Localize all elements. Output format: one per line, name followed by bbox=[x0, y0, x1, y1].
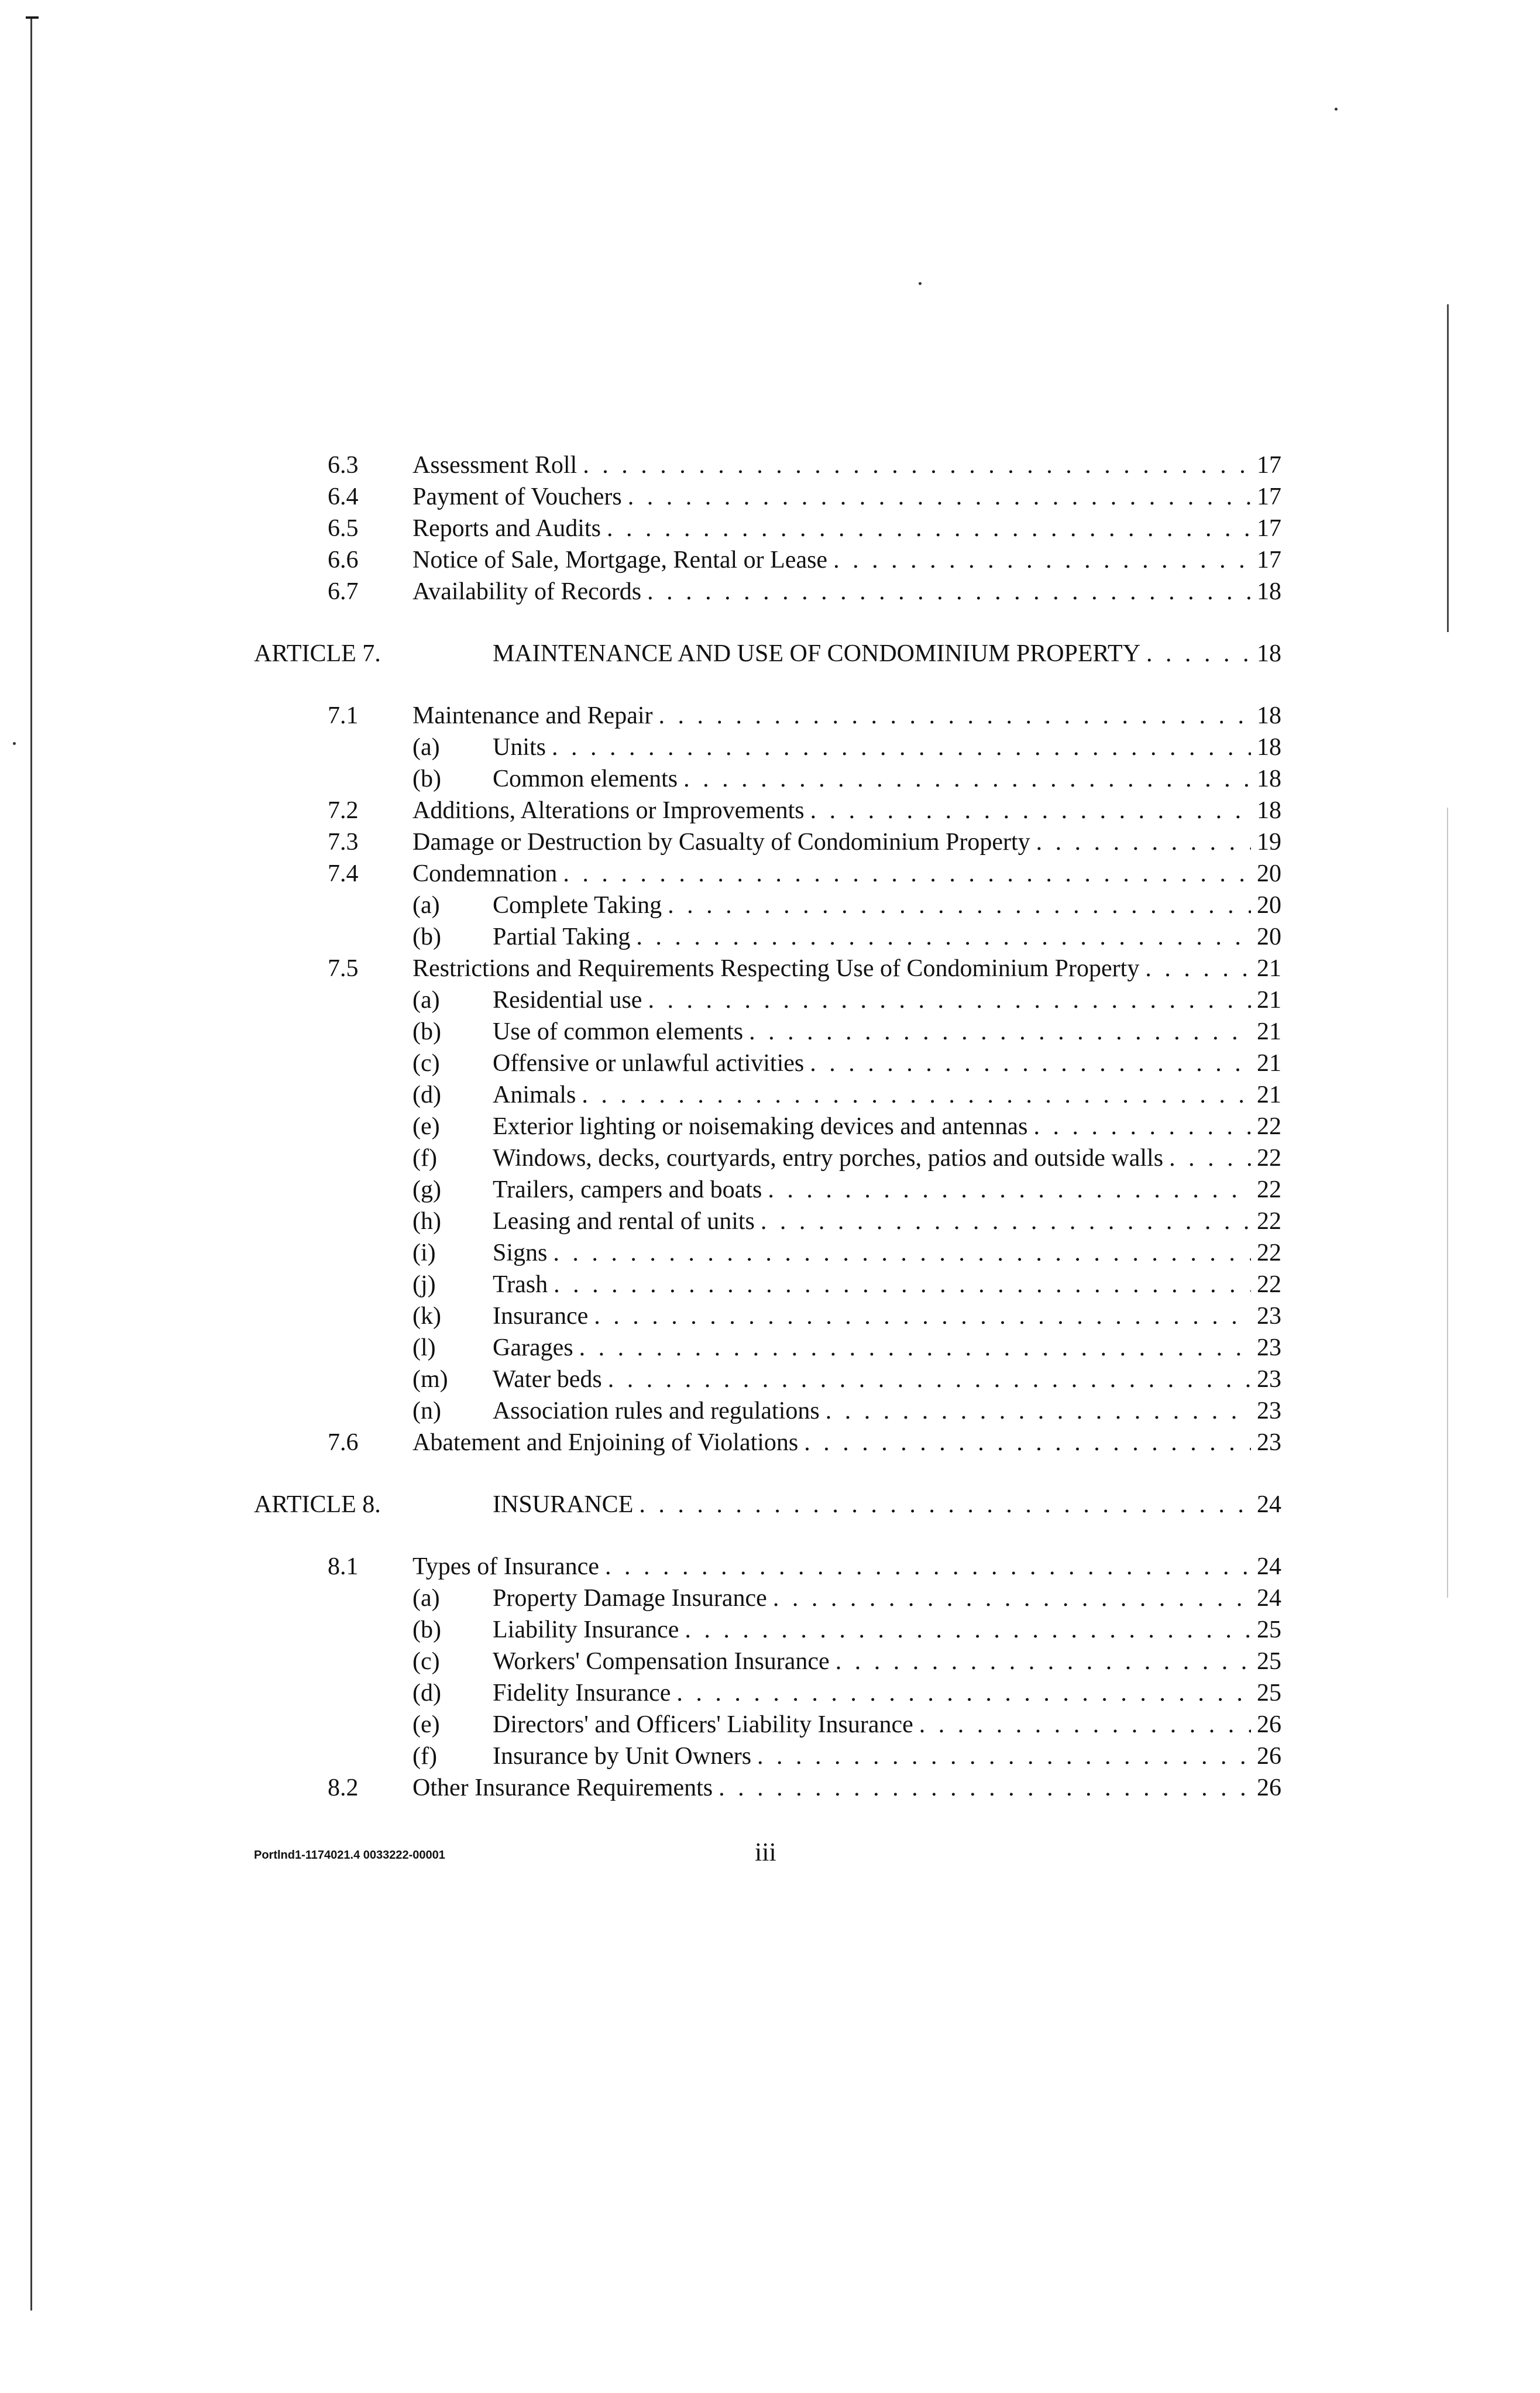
toc-page-number: 22 bbox=[1257, 1176, 1281, 1203]
dot-leader bbox=[683, 763, 1251, 795]
toc-entry-line bbox=[412, 953, 1281, 984]
subsection-letter: (f) bbox=[412, 1743, 437, 1770]
toc-entry-line bbox=[493, 890, 1281, 921]
toc-entry-section bbox=[0, 1772, 1540, 1804]
subsection-letter: (e) bbox=[412, 1711, 440, 1738]
toc-entry-sub bbox=[0, 1206, 1540, 1237]
dot-leader bbox=[583, 449, 1251, 481]
dot-leader bbox=[636, 921, 1251, 953]
toc-page-number: 24 bbox=[1257, 1491, 1281, 1518]
dot-leader bbox=[826, 1395, 1251, 1427]
toc-page-number: 22 bbox=[1257, 1145, 1281, 1172]
dot-leader bbox=[685, 1614, 1251, 1646]
scan-artifact-dot bbox=[1335, 108, 1338, 111]
dot-leader bbox=[768, 1174, 1251, 1206]
toc-entry-line bbox=[412, 513, 1281, 544]
toc-page-number: 18 bbox=[1257, 765, 1281, 792]
toc-page-number: 24 bbox=[1257, 1585, 1281, 1612]
toc-page-number: 17 bbox=[1257, 483, 1281, 510]
toc-entry-line bbox=[493, 1237, 1281, 1269]
toc-entry-sub bbox=[0, 921, 1540, 953]
toc-entry-line bbox=[493, 1174, 1281, 1206]
toc-entry-line bbox=[493, 1395, 1281, 1427]
dot-leader bbox=[563, 858, 1251, 890]
toc-entry-title: Garages bbox=[493, 1334, 573, 1361]
toc-entry-section bbox=[0, 576, 1540, 607]
toc-entry-article bbox=[0, 638, 1540, 670]
toc-entry-line bbox=[493, 1206, 1281, 1237]
toc-entry-line bbox=[412, 481, 1281, 513]
dot-leader bbox=[579, 1332, 1251, 1364]
toc-entry-sub bbox=[0, 1016, 1540, 1048]
section-number: 7.6 bbox=[328, 1429, 359, 1456]
section-number: 7.3 bbox=[328, 829, 359, 856]
toc-entry-title: Workers' Compensation Insurance bbox=[493, 1648, 830, 1675]
toc-page-number: 22 bbox=[1257, 1240, 1281, 1266]
toc-entry-title: Availability of Records bbox=[412, 578, 642, 605]
toc-entry-line bbox=[493, 1364, 1281, 1395]
toc-entry-section bbox=[0, 481, 1540, 513]
toc-entry-line bbox=[493, 1740, 1281, 1772]
section-number: 8.2 bbox=[328, 1774, 359, 1801]
toc-page-number: 18 bbox=[1257, 702, 1281, 729]
section-number: 6.3 bbox=[328, 452, 359, 479]
dot-leader bbox=[919, 1709, 1251, 1740]
toc-entry-sub bbox=[0, 1614, 1540, 1646]
toc-entry-line bbox=[412, 795, 1281, 826]
toc-entry-title: Trailers, campers and boats bbox=[493, 1176, 762, 1203]
toc-entry-title: Restrictions and Requirements Respecting Use of Condominium Property bbox=[412, 955, 1140, 982]
toc-entry-title: Insurance by Unit Owners bbox=[493, 1743, 752, 1770]
toc-entry-line bbox=[412, 1427, 1281, 1458]
toc-entry-title: Maintenance and Repair bbox=[412, 702, 653, 729]
toc-entry-title: Leasing and rental of units bbox=[493, 1208, 755, 1235]
toc-page-number: 22 bbox=[1257, 1208, 1281, 1235]
toc-entry-title: Notice of Sale, Mortgage, Rental or Lease bbox=[412, 547, 828, 574]
section-number: 6.5 bbox=[328, 515, 359, 542]
subsection-letter: (e) bbox=[412, 1113, 440, 1140]
toc-entry-line bbox=[412, 1772, 1281, 1804]
toc-entry-sub bbox=[0, 1237, 1540, 1269]
subsection-letter: (f) bbox=[412, 1145, 437, 1172]
subsection-letter: (c) bbox=[412, 1050, 440, 1077]
toc-page-number: 26 bbox=[1257, 1774, 1281, 1801]
toc-entry-line bbox=[412, 449, 1281, 481]
toc-entry-section bbox=[0, 1551, 1540, 1582]
toc-page-number: 22 bbox=[1257, 1271, 1281, 1298]
toc-page-number: 21 bbox=[1257, 1082, 1281, 1108]
toc-entry-section bbox=[0, 700, 1540, 732]
toc-entry-section bbox=[0, 858, 1540, 890]
dot-leader bbox=[757, 1740, 1251, 1772]
toc-entry-sub bbox=[0, 1269, 1540, 1300]
toc-entry-section bbox=[0, 795, 1540, 826]
dot-leader bbox=[608, 1364, 1251, 1395]
dot-leader bbox=[552, 732, 1251, 763]
dot-leader bbox=[605, 1551, 1251, 1582]
toc-entry-title: Animals bbox=[493, 1082, 576, 1108]
subsection-letter: (l) bbox=[412, 1334, 436, 1361]
subsection-letter: (k) bbox=[412, 1303, 441, 1330]
toc-page-number: 23 bbox=[1257, 1366, 1281, 1393]
subsection-letter: (a) bbox=[412, 734, 440, 761]
toc-entry-title: Property Damage Insurance bbox=[493, 1585, 767, 1612]
dot-leader bbox=[628, 481, 1251, 513]
toc-entry-sub bbox=[0, 1300, 1540, 1332]
dot-leader bbox=[804, 1427, 1251, 1458]
dot-leader bbox=[648, 984, 1251, 1016]
toc-entry-sub bbox=[0, 1677, 1540, 1709]
section-number: 6.6 bbox=[328, 547, 359, 574]
section-number: 8.1 bbox=[328, 1553, 359, 1580]
toc-entry-sub bbox=[0, 1111, 1540, 1142]
toc-entry-line bbox=[412, 700, 1281, 732]
toc-entry-line bbox=[493, 1048, 1281, 1079]
toc-page-number: 20 bbox=[1257, 892, 1281, 919]
subsection-letter: (d) bbox=[412, 1082, 441, 1108]
dot-leader bbox=[607, 513, 1251, 544]
toc-entry-line bbox=[493, 732, 1281, 763]
toc-entry-sub bbox=[0, 1582, 1540, 1614]
toc-entry-sub bbox=[0, 1646, 1540, 1677]
subsection-letter: (n) bbox=[412, 1398, 441, 1424]
dot-leader bbox=[810, 795, 1251, 826]
dot-leader bbox=[594, 1300, 1251, 1332]
dot-leader bbox=[833, 544, 1251, 576]
toc-page-number: 23 bbox=[1257, 1334, 1281, 1361]
toc-entry-line bbox=[412, 858, 1281, 890]
toc-entry-title: Directors' and Officers' Liability Insurance bbox=[493, 1711, 913, 1738]
section-number: 7.4 bbox=[328, 860, 359, 887]
toc-entry-line bbox=[493, 763, 1281, 795]
article-number: ARTICLE 8. bbox=[254, 1491, 381, 1518]
scan-artifact-line bbox=[26, 16, 39, 19]
toc-entry-sub bbox=[0, 1332, 1540, 1364]
toc-entry-title: Additions, Alterations or Improvements bbox=[412, 797, 805, 824]
toc-entry-line bbox=[412, 576, 1281, 607]
toc-entry-title: Exterior lighting or noisemaking devices and antennas bbox=[493, 1113, 1028, 1140]
toc-entry-title: Units bbox=[493, 734, 546, 761]
subsection-letter: (b) bbox=[412, 923, 441, 950]
subsection-letter: (b) bbox=[412, 765, 441, 792]
toc-entry-line bbox=[493, 1269, 1281, 1300]
dot-leader bbox=[1145, 953, 1251, 984]
toc-page-number: 26 bbox=[1257, 1743, 1281, 1770]
toc-entry-sub bbox=[0, 890, 1540, 921]
dot-leader bbox=[810, 1048, 1251, 1079]
toc-entry-title: MAINTENANCE AND USE OF CONDOMINIUM PROPERTY bbox=[493, 640, 1141, 667]
toc-page-number: 22 bbox=[1257, 1113, 1281, 1140]
dot-leader bbox=[639, 1489, 1251, 1520]
toc-page-number: 21 bbox=[1257, 1050, 1281, 1077]
toc-page-number: 17 bbox=[1257, 515, 1281, 542]
section-number: 7.5 bbox=[328, 955, 359, 982]
toc-entry-sub bbox=[0, 732, 1540, 763]
toc-entry-title: Water beds bbox=[493, 1366, 602, 1393]
toc-entry-section bbox=[0, 544, 1540, 576]
toc-entry-title: Condemnation bbox=[412, 860, 558, 887]
toc-page-number: 18 bbox=[1257, 797, 1281, 824]
dot-leader bbox=[749, 1016, 1251, 1048]
article-number: ARTICLE 7. bbox=[254, 640, 381, 667]
toc-entry-title: Partial Taking bbox=[493, 923, 631, 950]
toc-entry-line bbox=[493, 1582, 1281, 1614]
dot-leader bbox=[582, 1079, 1251, 1111]
toc-entry-section bbox=[0, 513, 1540, 544]
subsection-letter: (m) bbox=[412, 1366, 448, 1393]
toc-entry-sub bbox=[0, 1079, 1540, 1111]
toc-entry-line bbox=[493, 1111, 1281, 1142]
toc-page-number: 25 bbox=[1257, 1680, 1281, 1707]
dot-leader bbox=[647, 576, 1251, 607]
toc-entry-line bbox=[493, 921, 1281, 953]
toc-entry-title: Abatement and Enjoining of Violations bbox=[412, 1429, 799, 1456]
subsection-letter: (i) bbox=[412, 1240, 436, 1266]
toc-entry-title: Insurance bbox=[493, 1303, 589, 1330]
toc-entry-line bbox=[493, 1677, 1281, 1709]
toc-entry-line bbox=[412, 826, 1281, 858]
toc-entry-title: INSURANCE bbox=[493, 1491, 634, 1518]
toc-entry-title: Damage or Destruction by Casualty of Condominium Property bbox=[412, 829, 1030, 856]
toc-page-number: 20 bbox=[1257, 923, 1281, 950]
toc-entry-title: Association rules and regulations bbox=[493, 1398, 820, 1424]
toc-page-number: 23 bbox=[1257, 1303, 1281, 1330]
toc-entry-line bbox=[493, 1709, 1281, 1740]
toc-page-number: 19 bbox=[1257, 829, 1281, 856]
toc-page-number: 17 bbox=[1257, 452, 1281, 479]
section-number: 7.2 bbox=[328, 797, 359, 824]
toc-entry-title: Assessment Roll bbox=[412, 452, 578, 479]
subsection-letter: (b) bbox=[412, 1018, 441, 1045]
toc-entry-title: Common elements bbox=[493, 765, 678, 792]
subsection-letter: (a) bbox=[412, 1585, 440, 1612]
toc-entry-title: Use of common elements bbox=[493, 1018, 744, 1045]
dot-leader bbox=[554, 1269, 1251, 1300]
toc-entry-title: Trash bbox=[493, 1271, 548, 1298]
dot-leader bbox=[1033, 1111, 1251, 1142]
toc-page-number: 18 bbox=[1257, 734, 1281, 761]
subsection-letter: (a) bbox=[412, 987, 440, 1014]
toc-entry-title: Types of Insurance bbox=[412, 1553, 599, 1580]
toc-page-number: 23 bbox=[1257, 1429, 1281, 1456]
toc-entry-title: Complete Taking bbox=[493, 892, 662, 919]
section-number: 6.4 bbox=[328, 483, 359, 510]
toc-entry-line bbox=[493, 1142, 1281, 1174]
dot-leader bbox=[836, 1646, 1251, 1677]
toc-entry-line bbox=[493, 638, 1281, 670]
toc-page-number: 23 bbox=[1257, 1398, 1281, 1424]
toc-page-number: 18 bbox=[1257, 640, 1281, 667]
toc-entry-line bbox=[493, 1614, 1281, 1646]
toc-entry-line bbox=[493, 1300, 1281, 1332]
toc-entry-section bbox=[0, 449, 1540, 481]
toc-page-number: 21 bbox=[1257, 1018, 1281, 1045]
toc-entry-title: Offensive or unlawful activities bbox=[493, 1050, 805, 1077]
toc-entry-line bbox=[493, 1489, 1281, 1520]
toc-entry-line bbox=[493, 1332, 1281, 1364]
toc-entry-sub bbox=[0, 763, 1540, 795]
toc-entry-title: Other Insurance Requirements bbox=[412, 1774, 713, 1801]
toc-entry-line bbox=[412, 1551, 1281, 1582]
toc-entry-title: Windows, decks, courtyards, entry porches, patios and outside walls bbox=[493, 1145, 1164, 1172]
toc-entry-title: Signs bbox=[493, 1240, 548, 1266]
toc-entry-sub bbox=[0, 1174, 1540, 1206]
subsection-letter: (c) bbox=[412, 1648, 440, 1675]
toc-entry-sub bbox=[0, 984, 1540, 1016]
toc-entry-article bbox=[0, 1489, 1540, 1520]
toc-entry-section bbox=[0, 1427, 1540, 1458]
dot-leader bbox=[658, 700, 1251, 732]
dot-leader bbox=[773, 1582, 1251, 1614]
toc-entry-title: Payment of Vouchers bbox=[412, 483, 622, 510]
dot-leader bbox=[1146, 638, 1251, 670]
toc-entry-sub bbox=[0, 1740, 1540, 1772]
toc-entry-sub bbox=[0, 1142, 1540, 1174]
toc-page-number: 21 bbox=[1257, 987, 1281, 1014]
subsection-letter: (a) bbox=[412, 892, 440, 919]
dot-leader bbox=[761, 1206, 1251, 1237]
toc-entry-sub bbox=[0, 1048, 1540, 1079]
toc-page-number: 24 bbox=[1257, 1553, 1281, 1580]
subsection-letter: (d) bbox=[412, 1680, 441, 1707]
dot-leader bbox=[1036, 826, 1251, 858]
toc-entry-section bbox=[0, 826, 1540, 858]
toc-page-number: 21 bbox=[1257, 955, 1281, 982]
toc-entry-sub bbox=[0, 1364, 1540, 1395]
page-number: iii bbox=[755, 1838, 776, 1866]
toc-page-number: 25 bbox=[1257, 1648, 1281, 1675]
dot-leader bbox=[676, 1677, 1251, 1709]
toc-entry-section bbox=[0, 953, 1540, 984]
scan-artifact-dot bbox=[919, 282, 922, 285]
toc-entry-title: Fidelity Insurance bbox=[493, 1680, 671, 1707]
toc-page-number: 18 bbox=[1257, 578, 1281, 605]
section-number: 6.7 bbox=[328, 578, 359, 605]
toc-entry-sub bbox=[0, 1395, 1540, 1427]
dot-leader bbox=[1169, 1142, 1251, 1174]
toc-entry-line bbox=[493, 1646, 1281, 1677]
dot-leader bbox=[553, 1237, 1251, 1269]
toc-entry-line bbox=[493, 984, 1281, 1016]
document-code: Portlnd1-1174021.4 0033222-00001 bbox=[254, 1849, 445, 1862]
dot-leader bbox=[719, 1772, 1251, 1804]
subsection-letter: (h) bbox=[412, 1208, 441, 1235]
toc-entry-line bbox=[493, 1016, 1281, 1048]
toc-entry-line bbox=[412, 544, 1281, 576]
subsection-letter: (b) bbox=[412, 1616, 441, 1643]
toc-page-number: 20 bbox=[1257, 860, 1281, 887]
toc-entry-line bbox=[493, 1079, 1281, 1111]
subsection-letter: (j) bbox=[412, 1271, 436, 1298]
dot-leader bbox=[668, 890, 1251, 921]
toc-entry-title: Residential use bbox=[493, 987, 642, 1014]
toc-entry-sub bbox=[0, 1709, 1540, 1740]
toc-page-number: 25 bbox=[1257, 1616, 1281, 1643]
toc-page-number: 17 bbox=[1257, 547, 1281, 574]
subsection-letter: (g) bbox=[412, 1176, 441, 1203]
toc-page-number: 26 bbox=[1257, 1711, 1281, 1738]
toc-entry-title: Liability Insurance bbox=[493, 1616, 679, 1643]
section-number: 7.1 bbox=[328, 702, 359, 729]
toc-entry-title: Reports and Audits bbox=[412, 515, 601, 542]
